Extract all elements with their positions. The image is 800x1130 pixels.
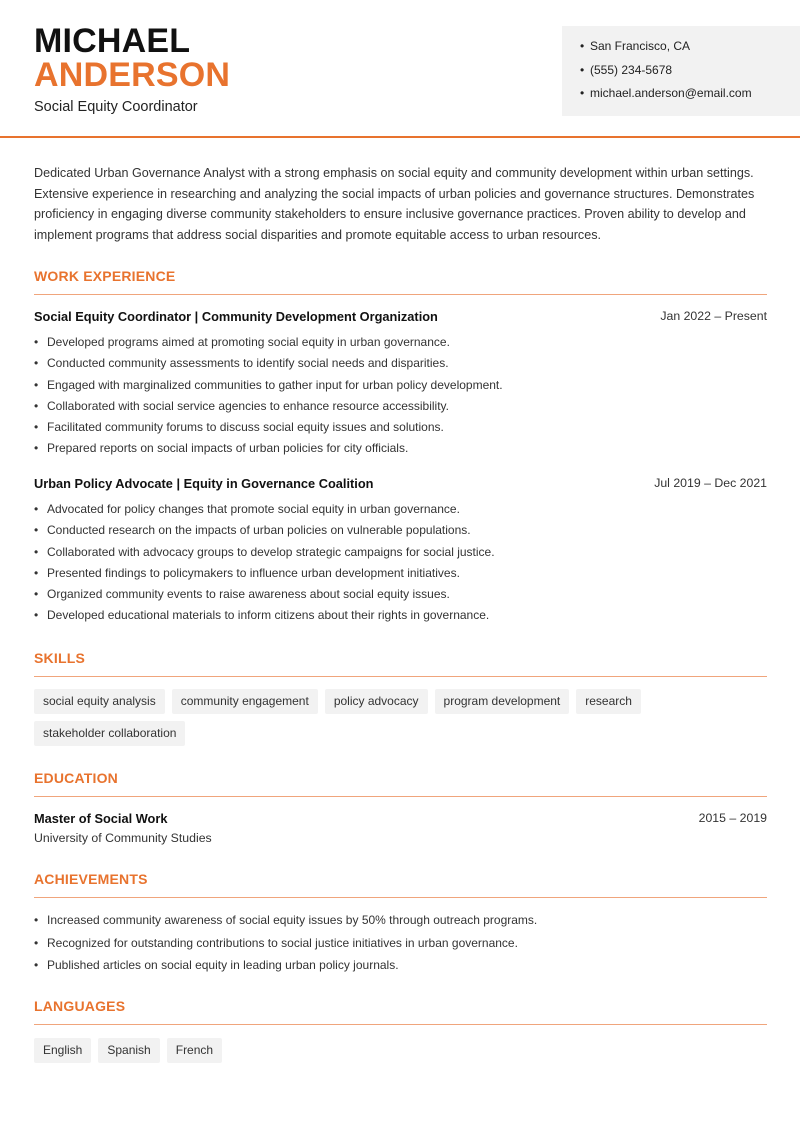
contact-box	[562, 26, 800, 116]
section-title-languages: LANGUAGES	[34, 998, 126, 1014]
skill-tag: community engagement	[172, 689, 318, 714]
job-entry-header	[34, 309, 767, 327]
list-item: • Increased community awareness of social equity issues by 50% through outreach programs.	[34, 912, 537, 935]
section-divider	[34, 897, 767, 898]
job-entry-header	[34, 476, 767, 494]
contact-list	[580, 38, 752, 109]
first-name: MICHAEL	[34, 22, 191, 60]
languages-tags	[34, 1038, 767, 1063]
list-item: • Engaged with marginalized communities to gather input for urban policy development.	[34, 377, 503, 398]
achievements-list	[34, 912, 537, 980]
skill-tag: program development	[435, 689, 570, 714]
section-divider	[34, 676, 767, 677]
section-title-achievements: ACHIEVEMENTS	[34, 871, 148, 887]
job-bullets	[34, 501, 495, 629]
job-dates: Jan 2022 – Present	[660, 309, 767, 323]
section-title-skills: SKILLS	[34, 650, 85, 666]
language-tag: English	[34, 1038, 91, 1063]
list-item: • Facilitated community forums to discuss social equity issues and solutions.	[34, 419, 503, 440]
language-tag: Spanish	[98, 1038, 159, 1063]
list-item: • Collaborated with social service agencies to enhance resource accessibility.	[34, 398, 503, 419]
section-divider	[34, 294, 767, 295]
education-dates: 2015 – 2019	[698, 811, 767, 825]
contact-email[interactable]: • michael.anderson@email.com	[580, 85, 752, 109]
job-bullets	[34, 334, 503, 462]
section-divider	[34, 1024, 767, 1025]
education-degree: Master of Social Work	[34, 811, 168, 826]
last-name: ANDERSON	[34, 56, 231, 94]
job-dates: Jul 2019 – Dec 2021	[654, 476, 767, 490]
skills-tags	[34, 689, 767, 746]
education-school: University of Community Studies	[34, 831, 212, 845]
list-item: • Presented findings to policymakers to influence urban development initiatives.	[34, 565, 495, 586]
skill-tag: research	[576, 689, 641, 714]
list-item: • Recognized for outstanding contributions to social justice initiatives in urban governance.	[34, 935, 537, 958]
job-role: Urban Policy Advocate | Equity in Governance Coalition	[34, 476, 374, 491]
section-title-work: WORK EXPERIENCE	[34, 268, 176, 284]
list-item: • Developed programs aimed at promoting social equity in urban governance.	[34, 334, 503, 355]
list-item: • Published articles on social equity in leading urban policy journals.	[34, 957, 537, 980]
skill-tag: policy advocacy	[325, 689, 428, 714]
job-role: Social Equity Coordinator | Community Development Organization	[34, 309, 438, 324]
job-title: Social Equity Coordinator	[34, 99, 198, 115]
list-item: • Conducted research on the impacts of urban policies on vulnerable populations.	[34, 522, 495, 543]
list-item: • Developed educational materials to inform citizens about their rights in governance.	[34, 607, 495, 628]
skill-tag: stakeholder collaboration	[34, 721, 185, 746]
skill-tag: social equity analysis	[34, 689, 165, 714]
summary-paragraph: Dedicated Urban Governance Analyst with a strong emphasis on social equity and community development within urban settings. Extensive experience in researching and analyzing the social impacts of urban policies and governance structures. Demonstrates proficiency in engaging diverse community stakeholders to ensure inclusive governance practices. Proven ability to develop and implement programs that address social disparities and promote equitable access to urban resources.	[34, 166, 755, 243]
list-item: • Collaborated with advocacy groups to develop strategic campaigns for social justice.	[34, 544, 495, 565]
list-item: • Organized community events to raise awareness about social equity issues.	[34, 586, 495, 607]
list-item: • Advocated for policy changes that promote social equity in urban governance.	[34, 501, 495, 522]
list-item: • Prepared reports on social impacts of urban policies for city officials.	[34, 440, 503, 461]
resume-header	[0, 0, 800, 138]
list-item: • Conducted community assessments to identify social needs and disparities.	[34, 355, 503, 376]
section-title-education: EDUCATION	[34, 770, 118, 786]
language-tag: French	[167, 1038, 222, 1063]
contact-location: • San Francisco, CA	[580, 38, 752, 62]
section-divider	[34, 796, 767, 797]
contact-phone: • (555) 234-5678	[580, 62, 752, 86]
